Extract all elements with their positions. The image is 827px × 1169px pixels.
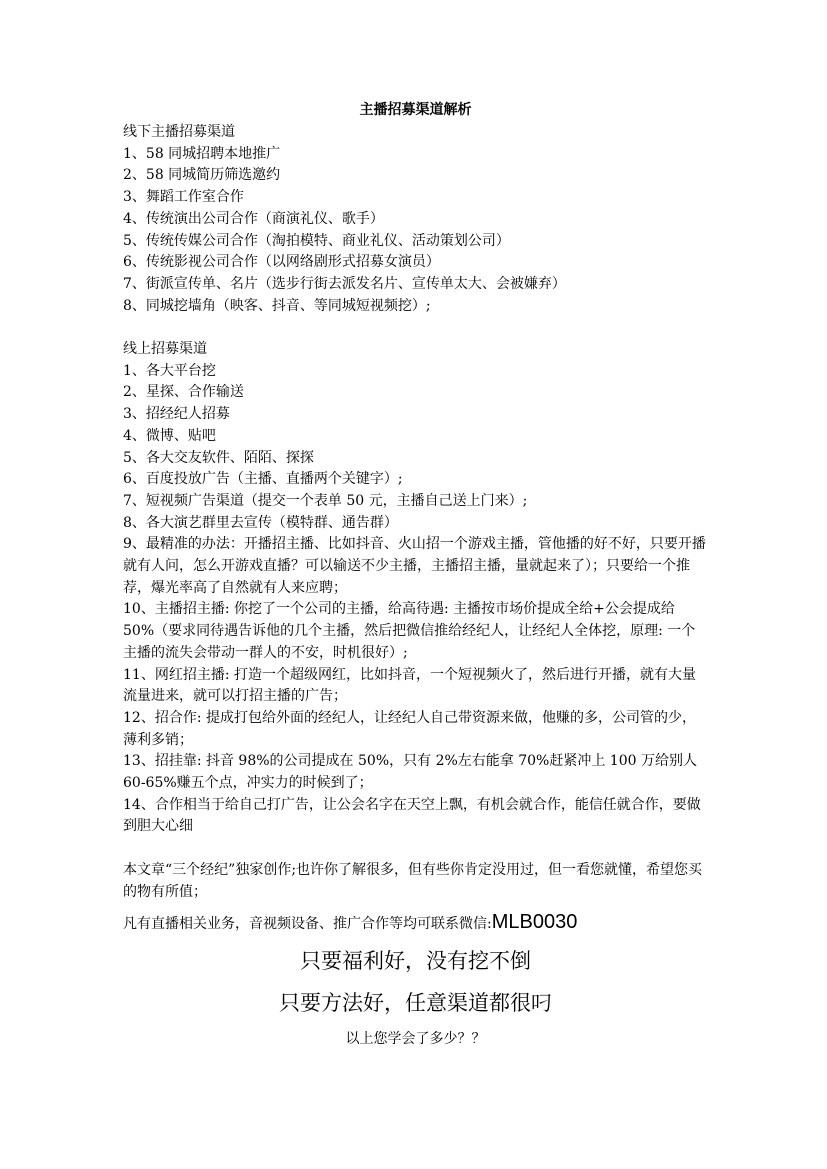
list-item: 9、最精准的办法：开播招主播、比如抖音、火山招一个游戏主播，管他播的好不好，只要开播就有人问，怎么开游戏直播？可以输送不少主播，主播招主播，量就起来了）；只要给一个推荐，爆光率高了自然就有人来应聘； xyxy=(123,536,706,596)
online-heading: 线上招募渠道 xyxy=(123,341,207,358)
notice-paragraph: 本文章“三个经纪”独家创作;也许你了解很多，但有些你肯定没用过，但一看您就懂，希望您买的物有所值； xyxy=(123,861,703,900)
offline-list xyxy=(123,144,708,318)
list-item: 11、网红招主播: 打造一个超级网红，比如抖音，一个短视频火了，然后进行开播，就有大量流量进来，就可以打招主播的广告； xyxy=(123,666,696,705)
list-item: 13、招挂靠: 抖音 98%的公司提成在 50%，只有 2%左右能拿 70%赶紧冲上 100 万给别人 60-65%赚五个点，冲实力的时候到了； xyxy=(123,753,697,792)
list-item: 2、星探、合作输送 xyxy=(123,384,244,401)
slogan-method: 只要方法好，任意渠道都很叼 xyxy=(279,991,552,1016)
list-item: 2、58 同城简历筛选邀约 xyxy=(123,167,281,184)
contact-line xyxy=(123,909,708,937)
list-item: 12、招合作: 提成打包给外面的经纪人，让经纪人自己带资源来做，他赚的多，公司管的少，薄利多销； xyxy=(123,709,696,748)
document-body xyxy=(123,100,708,1051)
list-item: 6、百度投放广告（主播、直播两个关键字）; xyxy=(123,471,403,488)
list-item: 1、各大平台挖 xyxy=(123,362,216,379)
slogan-welfare: 只要福利好，没有挖不倒 xyxy=(300,949,531,974)
offline-heading: 线下主播招募渠道 xyxy=(123,124,235,140)
wechat-id: MLB0030 xyxy=(491,911,578,934)
online-list xyxy=(123,361,708,838)
list-item: 7、街派宣传单、名片（选步行街去派发名片、宣传单太大、会被嫌弃） xyxy=(123,275,566,292)
list-item: 4、传统演出公司合作（商演礼仪、歌手） xyxy=(123,210,384,227)
list-item: 8、各大演艺群里去宣传（模特群、通告群） xyxy=(123,514,398,531)
list-item: 10、主播招主播: 你挖了一个公司的主播，给高待遇: 主播按市场价提成全给+公会提成给 50%（要求同待遇告诉他的几个主播，然后把微信推给经纪人，让经纪人全体挖，原理: 一个主播的流失会带动一群人的不安，时机很好）; xyxy=(123,601,696,661)
contact-prefix: 凡有直播相关业务，音视频设备、推广合作等均可联系微信: xyxy=(123,916,492,933)
document-title: 主播招募渠道解析 xyxy=(359,102,472,118)
list-item: 1、58 同城招聘本地推广 xyxy=(123,145,281,162)
list-item: 5、传统传媒公司合作（淘拍模特、商业礼仪、活动策划公司） xyxy=(123,232,510,249)
list-item: 4、微博、贴吧 xyxy=(123,427,216,444)
closing-question: 以上您学会了多少？？ xyxy=(345,1031,486,1048)
list-item: 6、传统影视公司合作（以网络剧形式招募女演员） xyxy=(123,254,440,271)
list-item: 5、各大交友软件、陌陌、探探 xyxy=(123,449,314,466)
list-item: 14、合作相当于给自己打广告，让公会名字在天空上飘，有机会就合作，能信任就合作，要做到胆大心细 xyxy=(123,796,701,835)
list-item: 3、招经纪人招募 xyxy=(123,406,230,423)
blank-line xyxy=(123,317,708,339)
list-item: 8、同城挖墙角（映客、抖音、等同城短视频挖）; xyxy=(123,297,431,314)
list-item: 7、短视频广告渠道（提交一个表单 50 元，主播自己送上门来）; xyxy=(123,492,528,509)
blank-line xyxy=(123,838,708,860)
list-item: 3、舞蹈工作室合作 xyxy=(123,189,244,206)
